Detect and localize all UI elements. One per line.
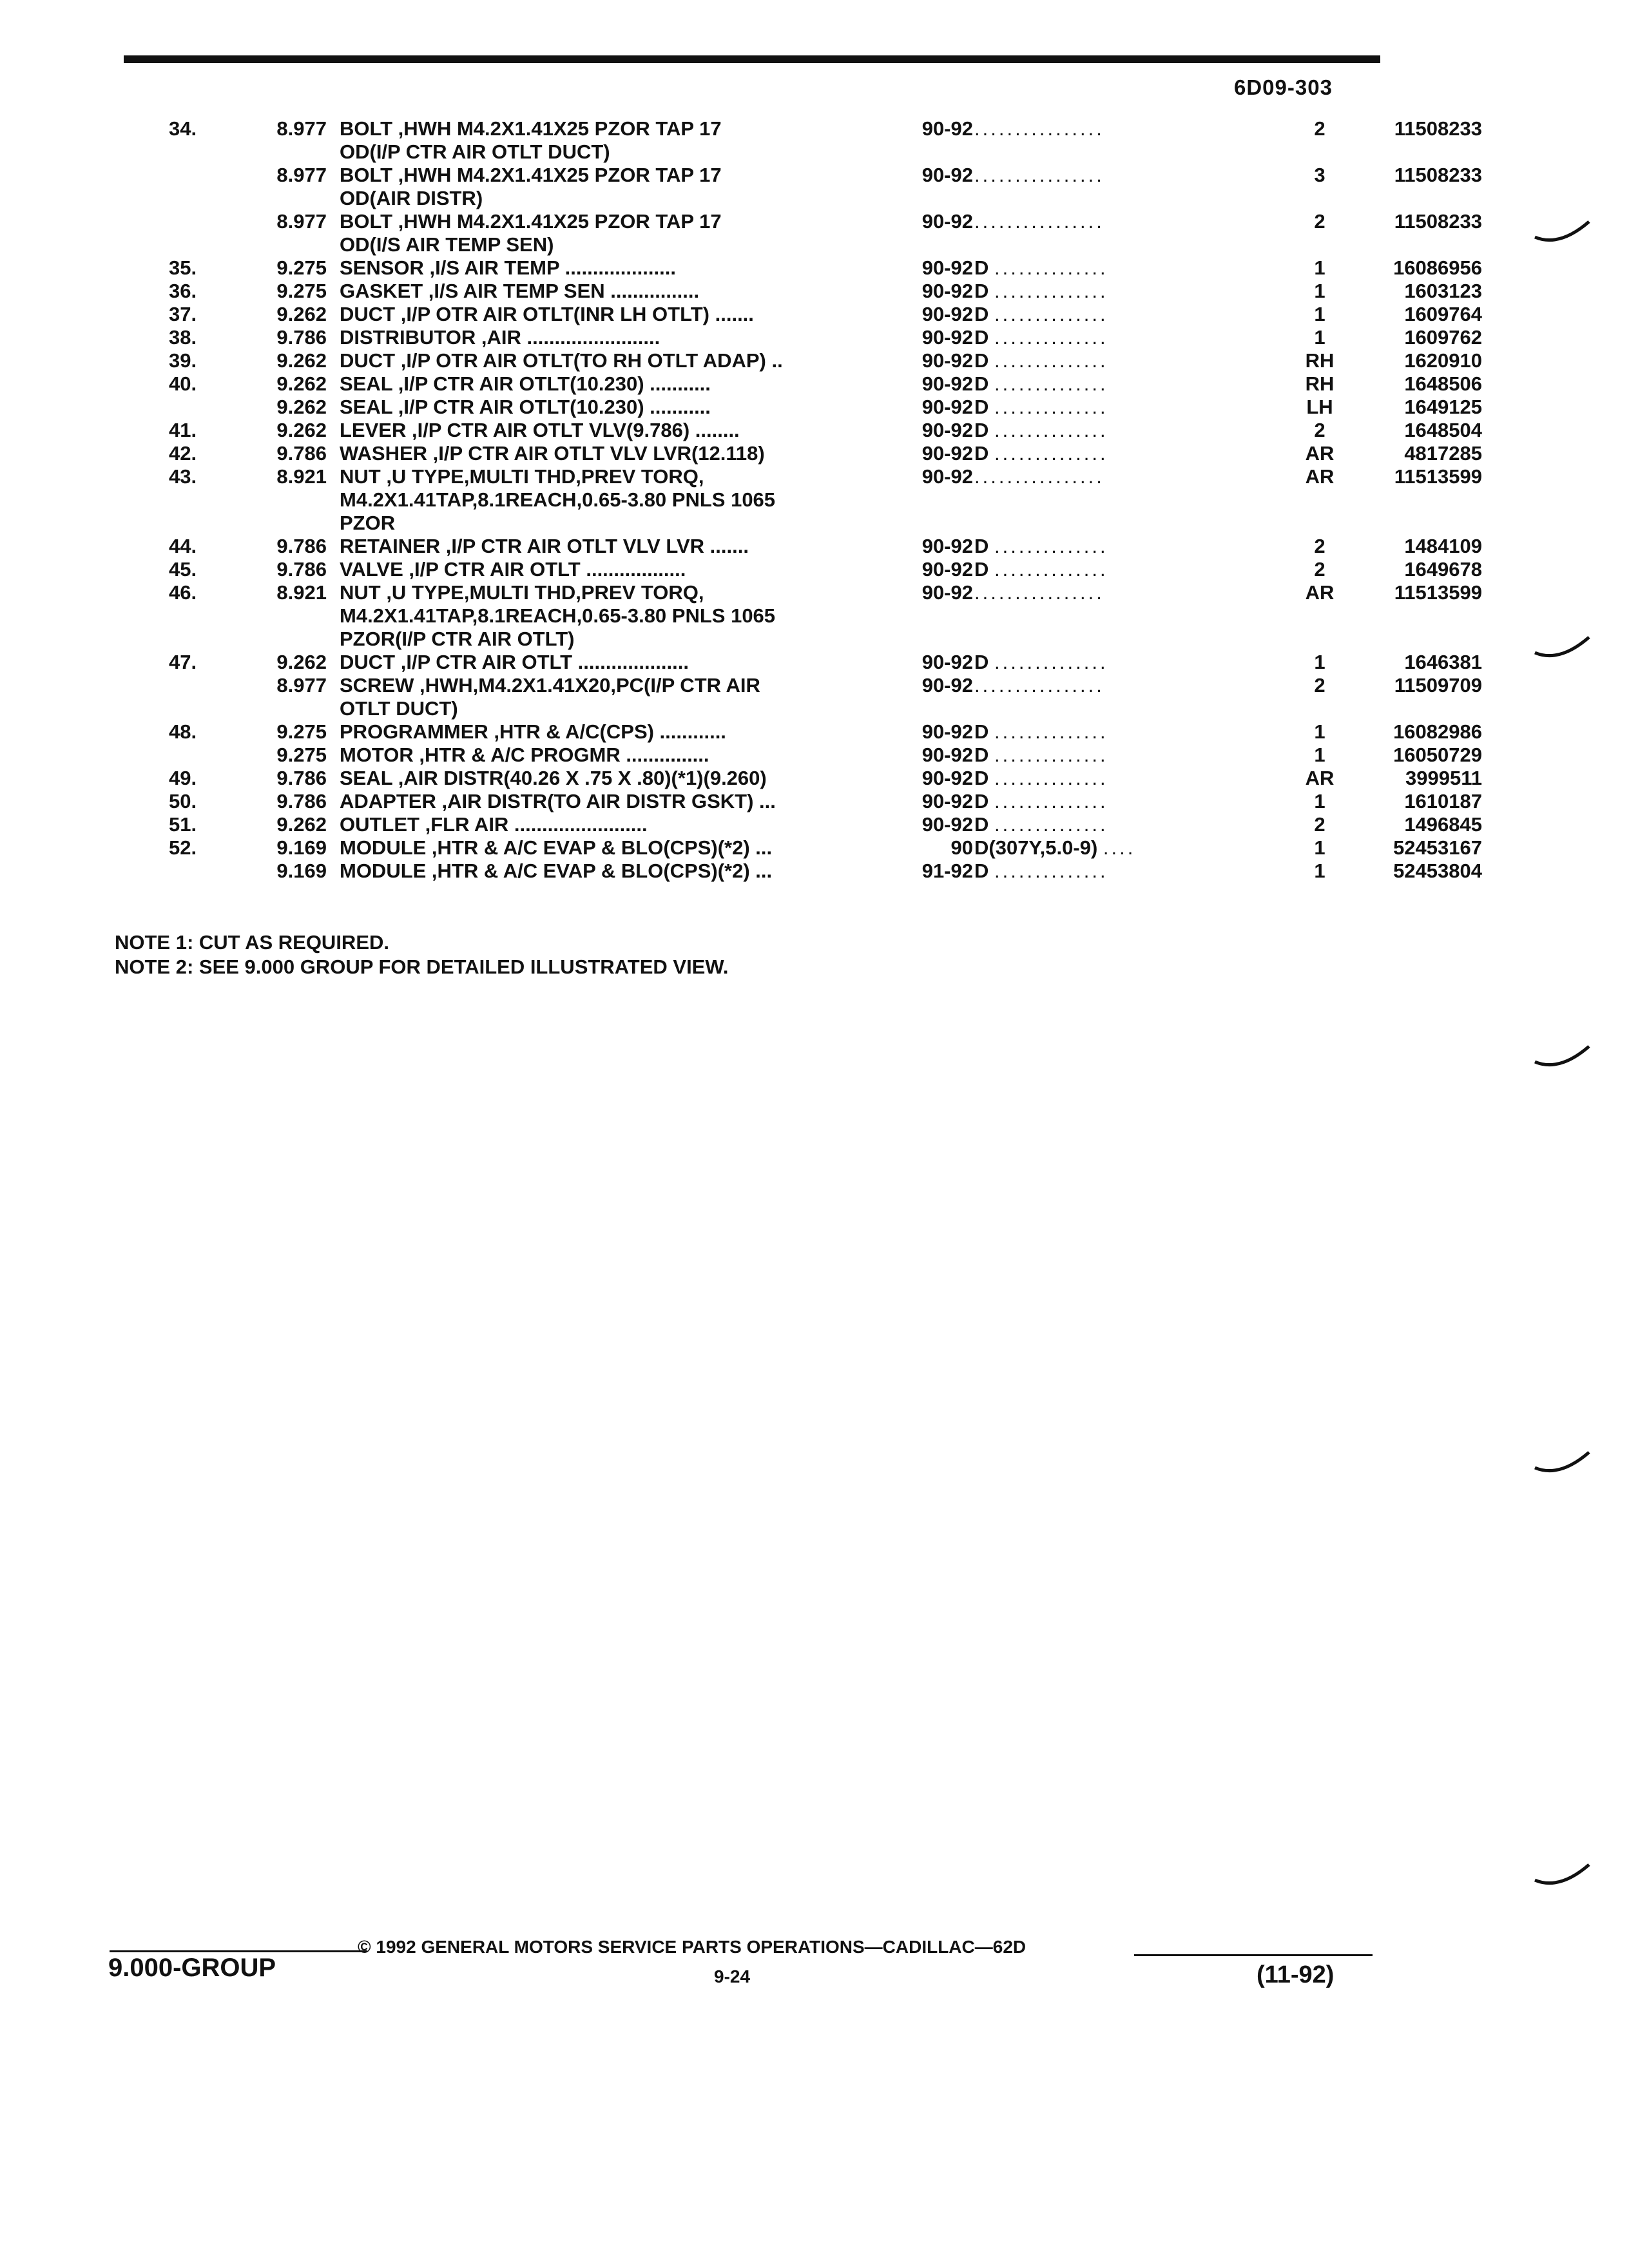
item-number: 38. xyxy=(169,326,197,349)
part-number: 11508233 xyxy=(1394,210,1482,233)
parts-row xyxy=(97,164,1482,210)
parts-row xyxy=(97,720,1482,744)
item-number: 36. xyxy=(169,280,197,302)
option-text: D xyxy=(974,790,989,812)
description-line: OTLT DUCT) xyxy=(340,697,458,720)
leader-dots: .............. xyxy=(994,280,1108,302)
description-line: PZOR xyxy=(340,512,396,534)
description-line: DISTRIBUTOR ,AIR ........................ xyxy=(340,326,660,349)
group-number: 9.262 xyxy=(276,651,327,673)
item-number: 49. xyxy=(169,767,197,789)
part-description xyxy=(340,256,971,280)
leader-dots: ................ xyxy=(974,210,1104,233)
group-number: 9.262 xyxy=(276,303,327,325)
group-number: 9.275 xyxy=(276,256,327,279)
description-line: DUCT ,I/P OTR AIR OTLT(TO RH OTLT ADAP) .. xyxy=(340,349,783,372)
description-line: SENSOR ,I/S AIR TEMP .................... xyxy=(340,256,676,279)
parts-row xyxy=(97,744,1482,767)
part-number: 3999511 xyxy=(1405,767,1482,789)
part-number: 1484109 xyxy=(1404,535,1482,557)
option-text: D xyxy=(974,419,989,441)
part-description xyxy=(340,720,971,744)
parts-row xyxy=(97,813,1482,836)
option-text: D xyxy=(974,280,989,302)
footer-rule-right xyxy=(1134,1954,1373,1956)
part-description xyxy=(340,836,971,860)
leader-dots: .............. xyxy=(994,651,1108,673)
group-number: 9.786 xyxy=(276,326,327,349)
group-number: 9.262 xyxy=(276,372,327,395)
option-text: D xyxy=(974,813,989,836)
item-number: 47. xyxy=(169,651,197,673)
option-code xyxy=(974,303,1322,326)
part-number: 1648506 xyxy=(1404,372,1482,395)
item-number: 51. xyxy=(169,813,197,836)
option-code xyxy=(974,535,1322,558)
quantity: 2 xyxy=(1314,813,1325,836)
quantity: 1 xyxy=(1314,860,1325,882)
footer-date: (11-92) xyxy=(1257,1961,1335,1988)
part-description xyxy=(340,674,971,720)
item-number: 43. xyxy=(169,465,197,488)
option-code xyxy=(974,396,1322,419)
group-number: 9.786 xyxy=(276,790,327,812)
item-number: 34. xyxy=(169,117,197,140)
footer-group: 9.000-GROUP xyxy=(108,1954,276,1982)
option-code xyxy=(974,720,1322,744)
binder-mark xyxy=(1534,1044,1592,1070)
part-description xyxy=(340,419,971,442)
option-text: D xyxy=(974,326,989,349)
parts-row xyxy=(97,535,1482,558)
leader-dots: .............. xyxy=(994,372,1108,395)
quantity: 1 xyxy=(1314,303,1325,325)
option-text: D xyxy=(974,256,989,279)
parts-row xyxy=(97,860,1482,883)
description-line: RETAINER ,I/P CTR AIR OTLT VLV LVR ....... xyxy=(340,535,749,557)
model-years: 90-92 xyxy=(921,419,973,441)
part-description xyxy=(340,790,971,813)
description-line: M4.2X1.41TAP,8.1REACH,0.65-3.80 PNLS 1065 xyxy=(340,604,776,627)
model-years: 90-92 xyxy=(921,442,973,465)
quantity: 1 xyxy=(1314,256,1325,279)
quantity: 1 xyxy=(1314,280,1325,302)
binder-mark xyxy=(1534,219,1592,245)
leader-dots: ................ xyxy=(974,581,1104,604)
description-line: OD(I/S AIR TEMP SEN) xyxy=(340,233,554,256)
group-number: 9.262 xyxy=(276,349,327,372)
part-number: 4817285 xyxy=(1404,442,1482,465)
option-text: D xyxy=(974,744,989,766)
item-number: 46. xyxy=(169,581,197,604)
item-number: 35. xyxy=(169,256,197,279)
option-code xyxy=(974,651,1322,674)
option-text: D xyxy=(974,442,989,465)
option-text: D xyxy=(974,303,989,325)
group-number: 8.977 xyxy=(276,674,327,697)
option-code xyxy=(974,860,1322,883)
model-years: 90-92 xyxy=(921,117,973,140)
quantity: AR xyxy=(1305,442,1335,465)
leader-dots: .............. xyxy=(994,419,1108,441)
part-description xyxy=(340,326,971,349)
description-line: GASKET ,I/S AIR TEMP SEN ................ xyxy=(340,280,700,302)
parts-row xyxy=(97,349,1482,372)
group-number: 9.786 xyxy=(276,442,327,465)
quantity: 2 xyxy=(1314,210,1325,233)
description-line: ADAPTER ,AIR DISTR(TO AIR DISTR GSKT) ... xyxy=(340,790,776,812)
leader-dots: .............. xyxy=(994,256,1108,279)
model-years: 90-92 xyxy=(921,581,973,604)
description-line: PROGRAMMER ,HTR & A/C(CPS) ............ xyxy=(340,720,726,743)
model-years: 90-92 xyxy=(921,720,973,743)
quantity: 1 xyxy=(1314,744,1325,766)
leader-dots: .............. xyxy=(994,720,1108,743)
part-number: 16086956 xyxy=(1393,256,1482,279)
option-code xyxy=(974,442,1322,465)
option-code xyxy=(974,349,1322,372)
model-years: 90-92 xyxy=(921,210,973,233)
model-years: 90-92 xyxy=(921,372,973,395)
part-description xyxy=(340,744,971,767)
part-number: 1649678 xyxy=(1404,558,1482,581)
parts-row xyxy=(97,256,1482,280)
part-number: 52453804 xyxy=(1393,860,1482,882)
part-description xyxy=(340,767,971,790)
leader-dots: .............. xyxy=(994,744,1108,766)
description-line: WASHER ,I/P CTR AIR OTLT VLV LVR(12.118) xyxy=(340,442,765,465)
quantity: 2 xyxy=(1314,535,1325,557)
quantity: 2 xyxy=(1314,558,1325,581)
leader-dots: .............. xyxy=(994,813,1108,836)
part-number: 1620910 xyxy=(1404,349,1482,372)
option-text: D(307Y,5.0-9) xyxy=(974,836,1098,859)
model-years: 90-92 xyxy=(921,651,973,673)
quantity: 3 xyxy=(1314,164,1325,186)
option-code xyxy=(974,744,1322,767)
binder-mark xyxy=(1534,1862,1592,1888)
leader-dots: .............. xyxy=(994,349,1108,372)
item-number: 37. xyxy=(169,303,197,325)
part-description xyxy=(340,164,971,210)
option-text: D xyxy=(974,720,989,743)
description-line: OD(I/P CTR AIR OTLT DUCT) xyxy=(340,140,610,163)
group-number: 9.169 xyxy=(276,860,327,882)
leader-dots: .............. xyxy=(994,303,1108,325)
part-number: 1609764 xyxy=(1404,303,1482,325)
option-code xyxy=(974,836,1322,860)
part-number: 11508233 xyxy=(1394,117,1482,140)
description-line: SEAL ,I/P CTR AIR OTLT(10.230) ........... xyxy=(340,372,711,395)
quantity: 2 xyxy=(1314,117,1325,140)
item-number: 45. xyxy=(169,558,197,581)
description-line: BOLT ,HWH M4.2X1.41X25 PZOR TAP 17 xyxy=(340,210,722,233)
leader-dots: .............. xyxy=(994,535,1108,557)
item-number: 40. xyxy=(169,372,197,395)
part-number: 11509709 xyxy=(1394,674,1482,697)
group-number: 8.977 xyxy=(276,210,327,233)
option-text: D xyxy=(974,651,989,673)
model-years: 90-92 xyxy=(921,744,973,766)
parts-row xyxy=(97,210,1482,256)
group-number: 9.786 xyxy=(276,535,327,557)
item-number: 44. xyxy=(169,535,197,557)
part-description xyxy=(340,442,971,465)
option-text: D xyxy=(974,396,989,418)
group-number: 9.262 xyxy=(276,396,327,418)
option-code xyxy=(974,117,1322,140)
leader-dots: ................ xyxy=(974,465,1104,488)
description-line: NUT ,U TYPE,MULTI THD,PREV TORQ, xyxy=(340,465,704,488)
leader-dots: .............. xyxy=(994,326,1108,349)
part-description xyxy=(340,372,971,396)
model-years: 90-92 xyxy=(921,558,973,581)
leader-dots: .............. xyxy=(994,396,1108,418)
model-years: 90-92 xyxy=(921,303,973,325)
quantity: 1 xyxy=(1314,326,1325,349)
option-code xyxy=(974,558,1322,581)
quantity: 1 xyxy=(1314,720,1325,743)
model-years: 90-92 xyxy=(921,280,973,302)
description-line: MODULE ,HTR & A/C EVAP & BLO(CPS)(*2) ... xyxy=(340,860,773,882)
parts-row xyxy=(97,419,1482,442)
quantity: RH xyxy=(1305,349,1335,372)
description-line: LEVER ,I/P CTR AIR OTLT VLV(9.786) ........ xyxy=(340,419,740,441)
part-description xyxy=(340,535,971,558)
parts-row xyxy=(97,674,1482,720)
part-description xyxy=(340,280,971,303)
quantity: AR xyxy=(1305,767,1335,789)
part-number: 16082986 xyxy=(1393,720,1482,743)
parts-row xyxy=(97,581,1482,651)
part-number: 1646381 xyxy=(1404,651,1482,673)
description-line: OD(AIR DISTR) xyxy=(340,187,483,209)
description-line: MODULE ,HTR & A/C EVAP & BLO(CPS)(*2) ... xyxy=(340,836,773,859)
quantity: 1 xyxy=(1314,790,1325,812)
description-line: NUT ,U TYPE,MULTI THD,PREV TORQ, xyxy=(340,581,704,604)
model-years: 90-92 xyxy=(921,349,973,372)
group-number: 8.921 xyxy=(276,465,327,488)
model-years: 90 xyxy=(950,836,973,859)
description-line: DUCT ,I/P CTR AIR OTLT .................... xyxy=(340,651,689,673)
binder-mark xyxy=(1534,635,1592,660)
note-2: NOTE 2: SEE 9.000 GROUP FOR DETAILED ILLUSTRATED VIEW. xyxy=(115,956,729,978)
parts-row xyxy=(97,465,1482,535)
option-code xyxy=(974,256,1322,280)
option-code xyxy=(974,164,1322,187)
parts-row xyxy=(97,303,1482,326)
part-number: 1648504 xyxy=(1404,419,1482,441)
leader-dots: .............. xyxy=(994,790,1108,812)
model-years: 90-92 xyxy=(921,790,973,812)
model-years: 90-92 xyxy=(921,164,973,186)
quantity: AR xyxy=(1305,465,1335,488)
parts-row xyxy=(97,767,1482,790)
description-line: M4.2X1.41TAP,8.1REACH,0.65-3.80 PNLS 1065 xyxy=(340,488,776,511)
part-description xyxy=(340,813,971,836)
part-number: 1496845 xyxy=(1404,813,1482,836)
part-description xyxy=(340,349,971,372)
item-number: 42. xyxy=(169,442,197,465)
parts-row xyxy=(97,651,1482,674)
description-line: OUTLET ,FLR AIR ........................ xyxy=(340,813,648,836)
description-line: BOLT ,HWH M4.2X1.41X25 PZOR TAP 17 xyxy=(340,164,722,186)
leader-dots: .............. xyxy=(994,442,1108,465)
model-years: 90-92 xyxy=(921,326,973,349)
option-code xyxy=(974,280,1322,303)
model-years: 90-92 xyxy=(921,256,973,279)
option-code xyxy=(974,326,1322,349)
leader-dots: ................ xyxy=(974,164,1104,186)
model-years: 90-92 xyxy=(921,465,973,488)
item-number: 41. xyxy=(169,419,197,441)
model-years: 91-92 xyxy=(921,860,973,882)
model-years: 90-92 xyxy=(921,767,973,789)
part-description xyxy=(340,117,971,164)
leader-dots: .............. xyxy=(994,558,1108,581)
item-number: 52. xyxy=(169,836,197,859)
option-code xyxy=(974,767,1322,790)
parts-row xyxy=(97,836,1482,860)
parts-row xyxy=(97,790,1482,813)
footer-page-number: 9-24 xyxy=(714,1966,751,1986)
group-number: 8.977 xyxy=(276,164,327,186)
footer-rule-left xyxy=(110,1950,367,1952)
part-number: 1609762 xyxy=(1404,326,1482,349)
page-code: 6D09-303 xyxy=(1234,75,1333,99)
option-code xyxy=(974,210,1322,233)
description-line: DUCT ,I/P OTR AIR OTLT(INR LH OTLT) ....... xyxy=(340,303,754,325)
part-description xyxy=(340,558,971,581)
option-code xyxy=(974,419,1322,442)
part-number: 52453167 xyxy=(1393,836,1482,859)
parts-row xyxy=(97,558,1482,581)
group-number: 9.262 xyxy=(276,813,327,836)
description-line: SCREW ,HWH,M4.2X1.41X20,PC(I/P CTR AIR xyxy=(340,674,760,697)
part-number: 11513599 xyxy=(1394,581,1482,604)
option-text: D xyxy=(974,860,989,882)
notes xyxy=(115,930,729,979)
parts-row xyxy=(97,280,1482,303)
item-number: 39. xyxy=(169,349,197,372)
parts-row xyxy=(97,372,1482,396)
parts-row xyxy=(97,117,1482,164)
leader-dots: .............. xyxy=(994,767,1108,789)
option-text: D xyxy=(974,372,989,395)
quantity: 1 xyxy=(1314,836,1325,859)
part-description xyxy=(340,465,971,535)
part-number: 16050729 xyxy=(1393,744,1482,766)
footer-copyright: © 1992 GENERAL MOTORS SERVICE PARTS OPERATIONS—CADILLAC—62D xyxy=(358,1937,1027,1957)
item-number: 50. xyxy=(169,790,197,812)
description-line: MOTOR ,HTR & A/C PROGMR ............... xyxy=(340,744,709,766)
option-text: D xyxy=(974,349,989,372)
item-number: 48. xyxy=(169,720,197,743)
group-number: 9.786 xyxy=(276,767,327,789)
binder-mark xyxy=(1534,1450,1592,1475)
part-description xyxy=(340,303,971,326)
leader-dots: ................ xyxy=(974,674,1104,697)
model-years: 90-92 xyxy=(921,674,973,697)
quantity: AR xyxy=(1305,581,1335,604)
group-number: 9.169 xyxy=(276,836,327,859)
parts-row xyxy=(97,396,1482,419)
group-number: 9.786 xyxy=(276,558,327,581)
group-number: 9.275 xyxy=(276,744,327,766)
quantity: 2 xyxy=(1314,419,1325,441)
quantity: 2 xyxy=(1314,674,1325,697)
option-code xyxy=(974,790,1322,813)
model-years: 90-92 xyxy=(921,813,973,836)
part-description xyxy=(340,396,971,419)
part-number: 11508233 xyxy=(1394,164,1482,186)
parts-row xyxy=(97,442,1482,465)
part-number: 1603123 xyxy=(1404,280,1482,302)
quantity: LH xyxy=(1306,396,1333,418)
quantity: RH xyxy=(1305,372,1335,395)
group-number: 8.977 xyxy=(276,117,327,140)
part-number: 11513599 xyxy=(1394,465,1482,488)
quantity: 1 xyxy=(1314,651,1325,673)
top-rule xyxy=(124,55,1380,63)
option-text: D xyxy=(974,558,989,581)
option-code xyxy=(974,372,1322,396)
option-text: D xyxy=(974,767,989,789)
description-line: SEAL ,I/P CTR AIR OTLT(10.230) ........... xyxy=(340,396,711,418)
option-code xyxy=(974,581,1322,604)
option-code xyxy=(974,674,1322,697)
option-text: D xyxy=(974,535,989,557)
group-number: 8.921 xyxy=(276,581,327,604)
model-years: 90-92 xyxy=(921,535,973,557)
leader-dots: ................ xyxy=(974,117,1104,140)
description-line: BOLT ,HWH M4.2X1.41X25 PZOR TAP 17 xyxy=(340,117,722,140)
model-years: 90-92 xyxy=(921,396,973,418)
part-number: 1610187 xyxy=(1404,790,1482,812)
note-1: NOTE 1: CUT AS REQUIRED. xyxy=(115,931,389,954)
part-description xyxy=(340,581,971,651)
group-number: 9.262 xyxy=(276,419,327,441)
option-code xyxy=(974,465,1322,488)
leader-dots: .... xyxy=(1103,836,1136,859)
leader-dots: .............. xyxy=(994,860,1108,882)
parts-row xyxy=(97,326,1482,349)
description-line: VALVE ,I/P CTR AIR OTLT .................. xyxy=(340,558,686,581)
part-description xyxy=(340,860,971,883)
group-number: 9.275 xyxy=(276,280,327,302)
option-code xyxy=(974,813,1322,836)
part-description xyxy=(340,210,971,256)
part-number: 1649125 xyxy=(1404,396,1482,418)
part-description xyxy=(340,651,971,674)
group-number: 9.275 xyxy=(276,720,327,743)
description-line: PZOR(I/P CTR AIR OTLT) xyxy=(340,628,575,650)
description-line: SEAL ,AIR DISTR(40.26 X .75 X .80)(*1)(9.260) xyxy=(340,767,767,789)
